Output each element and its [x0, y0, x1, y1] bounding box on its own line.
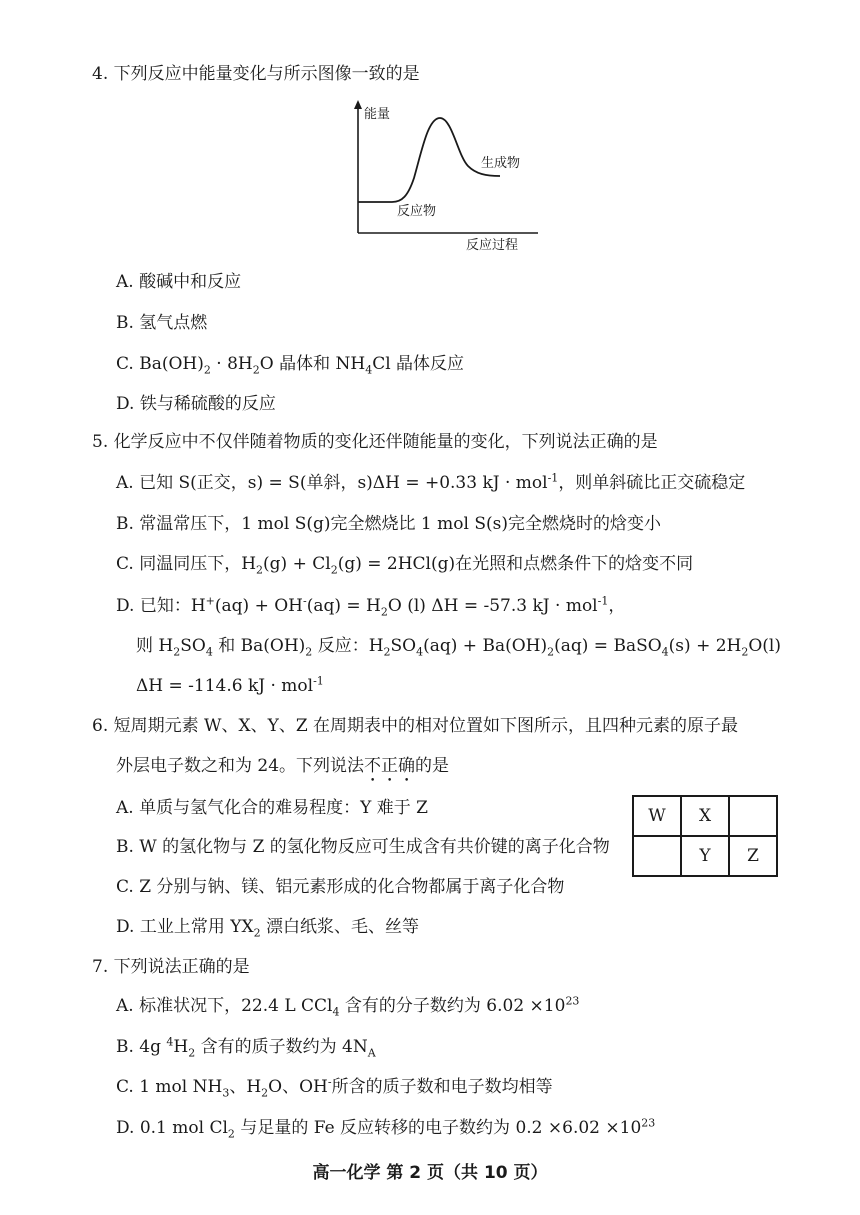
periodic-table-fragment	[632, 795, 778, 877]
product-label: 生成物	[481, 156, 521, 171]
table-cell: W	[633, 796, 681, 836]
q5-option-b: B. 常温常压下，1 mol S(g)完全燃烧比 1 mol S(s)完全燃烧时的焓变小	[116, 514, 661, 534]
q6-stem-line1: 6. 短周期元素 W、X、Y、Z 在周期表中的相对位置如下图所示，且四种元素的原子最	[92, 716, 739, 736]
q5-option-c: C. 同温同压下，$H_2(g) + Cl_2(g) = 2HCl(g)$在光照和点燃条件下的焓变不同	[116, 554, 694, 577]
y-axis-label: 能量	[364, 107, 391, 122]
q4-stem: 4. 下列反应中能量变化与所示图像一致的是	[92, 64, 420, 84]
table-cell	[633, 836, 681, 876]
table-cell: Y	[681, 836, 729, 876]
table-cell: X	[681, 796, 729, 836]
q5-option-a: A. 已知 S(正交，s) = S(单斜，s)ΔH = +0.33 kJ · mol$^{-1}$，则单斜硫比正交硫稳定	[116, 471, 746, 493]
q5-option-d-line2: 则 $H_2SO_4$ 和 $Ba(OH)_2$ 反应：$H_2SO_4(aq) + Ba(OH)_2(aq)$ = BaSO$_4$(s) + $2H_2O(l)$	[136, 636, 781, 659]
table-cell	[729, 796, 777, 836]
q5-option-d-line1: D. 已知：$H^+(aq) + OH^-(aq) = H_2O$ (l) ΔH = -57.3 kJ · mol$^{-1}$，	[116, 594, 626, 619]
q6-stem-line2: 外层电子数之和为 24。下列说法不正确的是	[116, 756, 450, 776]
table-cell: Z	[729, 836, 777, 876]
q7-option-b: B. 4g $^4H_2$ 含有的质子数约为 $4N_A$	[116, 1035, 376, 1060]
q7-option-a: A. 标准状况下，22.4 L CCl$_4$ 含有的分子数约为 $6.02 \times 10^{23}$	[116, 994, 580, 1019]
q5-option-d-line3: ΔH = -114.6 kJ · mol$^{-1}$	[136, 674, 324, 696]
emphasis-not-correct: 不正确	[364, 756, 416, 776]
q7-stem: 7. 下列说法正确的是	[92, 957, 250, 977]
energy-curve	[358, 118, 500, 202]
x-axis-label: 反应过程	[466, 238, 519, 253]
table-row	[633, 836, 777, 876]
q4-option-d: D. 铁与稀硫酸的反应	[116, 394, 276, 414]
reactant-label: 反应物	[397, 204, 437, 219]
table-row	[633, 796, 777, 836]
q4-option-a: A. 酸碱中和反应	[116, 272, 242, 292]
q4-option-c: C. $Ba(OH)_2 \cdot 8H_2O$ 晶体和 $NH_4Cl$ 晶体反应	[116, 354, 465, 377]
q4-option-b: B. 氢气点燃	[116, 313, 208, 333]
q7-option-c: C. 1 mol $NH_3$、$H_2O$、OH-所含的质子数和电子数均相等	[116, 1075, 553, 1100]
q6-option-d: D. 工业上常用 $YX_2$ 漂白纸浆、毛、丝等	[116, 917, 419, 940]
q6-option-c: C. Z 分别与钠、镁、铝元素形成的化合物都属于离子化合物	[116, 877, 565, 897]
y-axis-arrow-icon	[354, 100, 362, 109]
energy-diagram	[340, 98, 540, 258]
page-footer: 高一化学 第 2 页（共 10 页）	[312, 1163, 548, 1183]
q6-option-b: B. W 的氢化物与 Z 的氢化物反应可生成含有共价键的离子化合物	[116, 837, 610, 857]
q5-stem: 5. 化学反应中不仅伴随着物质的变化还伴随能量的变化，下列说法正确的是	[92, 432, 658, 452]
q6-option-a: A. 单质与氢气化合的难易程度：Y 难于 Z	[116, 798, 428, 818]
q7-option-d: D. 0.1 mol $Cl_2$ 与足量的 Fe 反应转移的电子数约为 $0.2 \times 6.02 \times 10^{23}$	[116, 1116, 656, 1141]
